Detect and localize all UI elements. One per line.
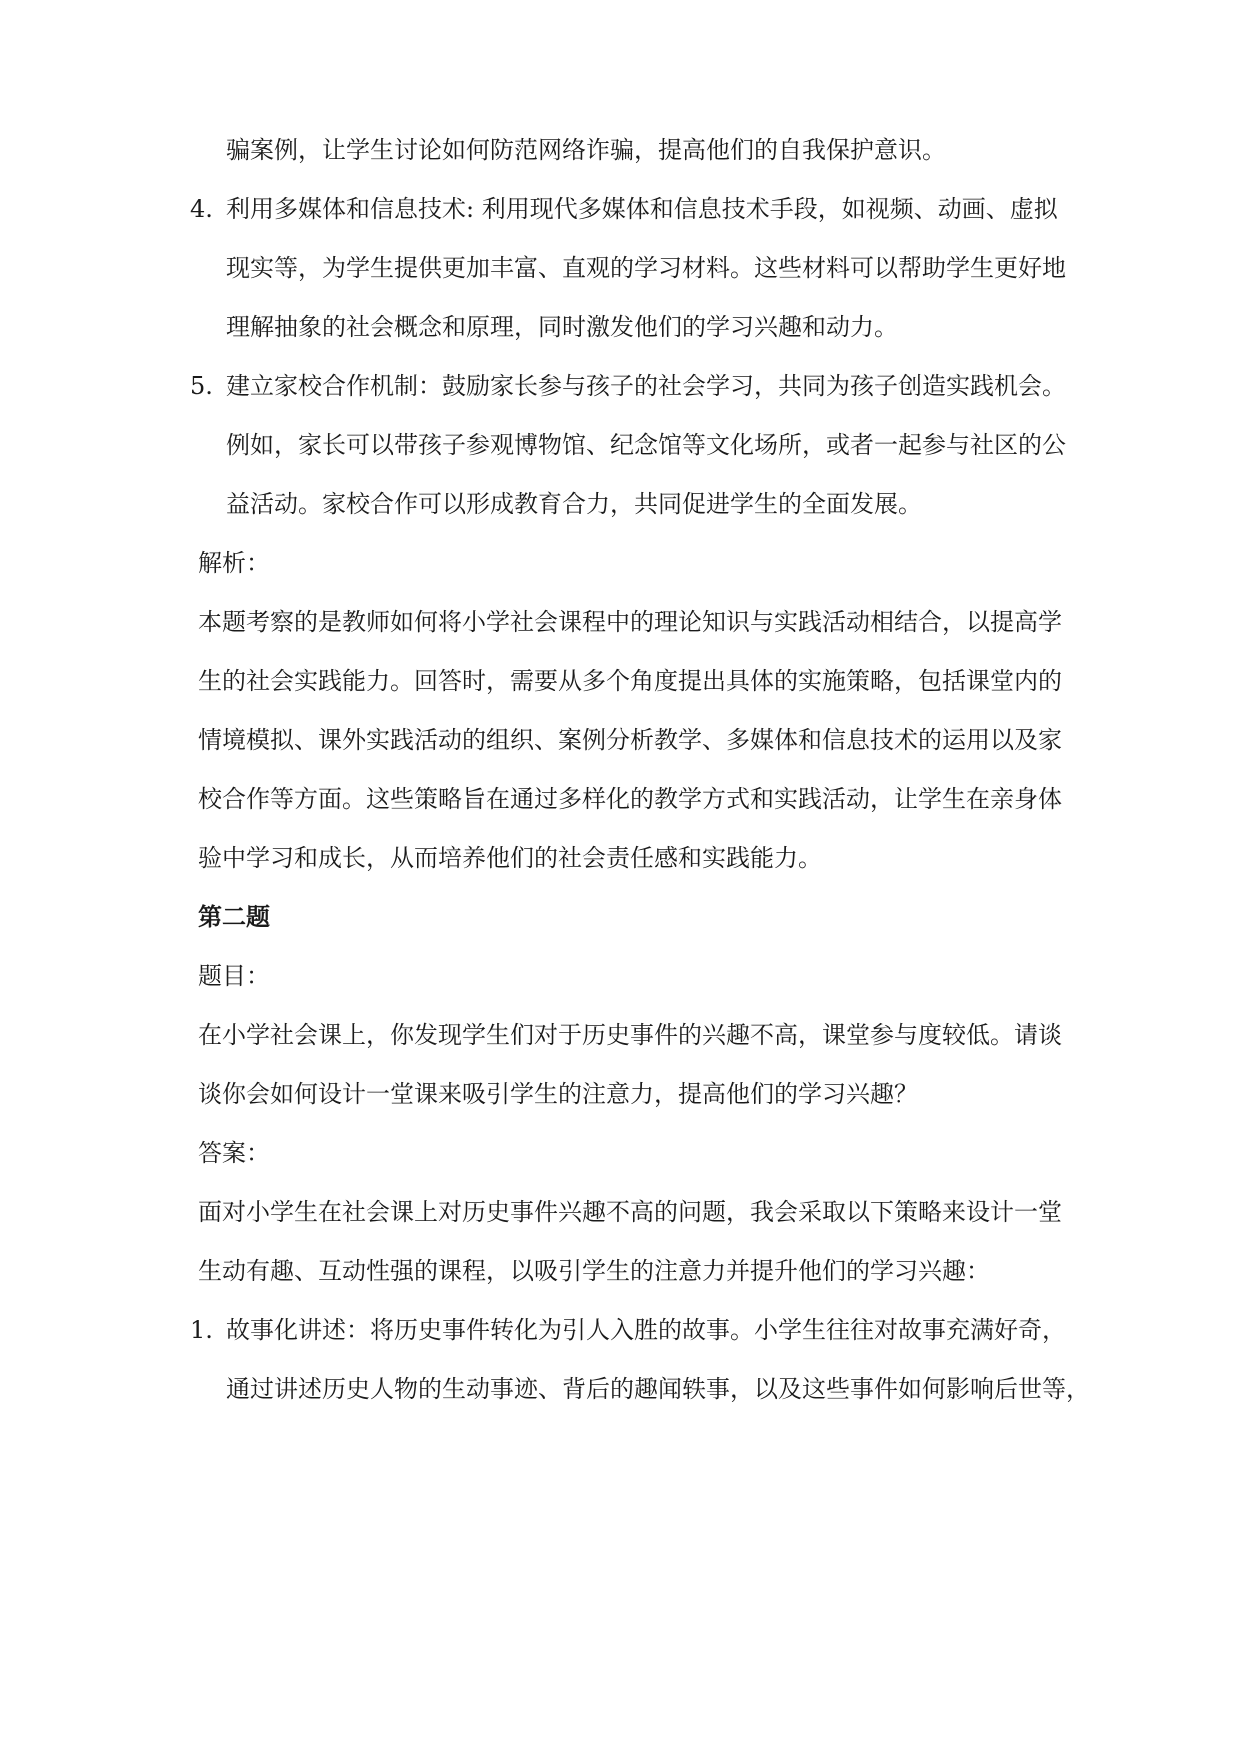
paragraph-line: 校合作等方面。这些策略旨在通过多样化的教学方式和实践活动，让学生在亲身体 [198, 785, 1062, 813]
section-label: 答案： [198, 1139, 270, 1167]
list-item-text: 利用多媒体和信息技术: 利用现代多媒体和信息技术手段，如视频、动画、虚拟 [226, 195, 1058, 223]
paragraph-line: 验中学习和成长，从而培养他们的社会责任感和实践能力。 [198, 844, 822, 872]
list-item-text: 现实等，为学生提供更加丰富、直观的学习材料。这些材料可以帮助学生更好地 [226, 254, 1066, 282]
list-number: 4. [190, 195, 213, 223]
paragraph-line: 在小学社会课上，你发现学生们对于历史事件的兴趣不高，课堂参与度较低。请谈 [198, 1021, 1062, 1049]
list-item-text: 益活动。家校合作可以形成教育合力，共同促进学生的全面发展。 [226, 490, 922, 518]
list-item-text: 通过讲述历史人物的生动事迹、背后的趣闻轶事，以及这些事件如何影响后世等， [226, 1375, 1090, 1403]
paragraph-line: 面对小学生在社会课上对历史事件兴趣不高的问题，我会采取以下策略来设计一堂 [198, 1198, 1062, 1226]
paragraph-line: 谈你会如何设计一堂课来吸引学生的注意力，提高他们的学习兴趣？ [198, 1080, 918, 1108]
section-label: 解析： [198, 549, 270, 577]
paragraph-line: 情境模拟、课外实践活动的组织、案例分析教学、多媒体和信息技术的运用以及家 [198, 726, 1062, 754]
paragraph-line: 本题考察的是教师如何将小学社会课程中的理论知识与实践活动相结合，以提高学 [198, 608, 1062, 636]
paragraph-line: 生动有趣、互动性强的课程，以吸引学生的注意力并提升他们的学习兴趣： [198, 1257, 990, 1285]
list-item-text: 例如，家长可以带孩子参观博物馆、纪念馆等文化场所，或者一起参与社区的公 [226, 431, 1066, 459]
section-label: 题目： [198, 962, 270, 990]
text-line: 骗案例，让学生讨论如何防范网络诈骗，提高他们的自我保护意识。 [226, 136, 946, 164]
question-heading: 第二题 [198, 902, 270, 931]
list-item-text: 理解抽象的社会概念和原理，同时激发他们的学习兴趣和动力。 [226, 313, 898, 341]
list-item-text: 故事化讲述：将历史事件转化为引人入胜的故事。小学生往往对故事充满好奇， [226, 1316, 1066, 1344]
paragraph-line: 生的社会实践能力。回答时，需要从多个角度提出具体的实施策略，包括课堂内的 [198, 667, 1062, 695]
list-number: 1. [190, 1316, 213, 1344]
list-number: 5. [190, 372, 213, 400]
list-item-text: 建立家校合作机制：鼓励家长参与孩子的社会学习，共同为孩子创造实践机会。 [226, 372, 1066, 400]
